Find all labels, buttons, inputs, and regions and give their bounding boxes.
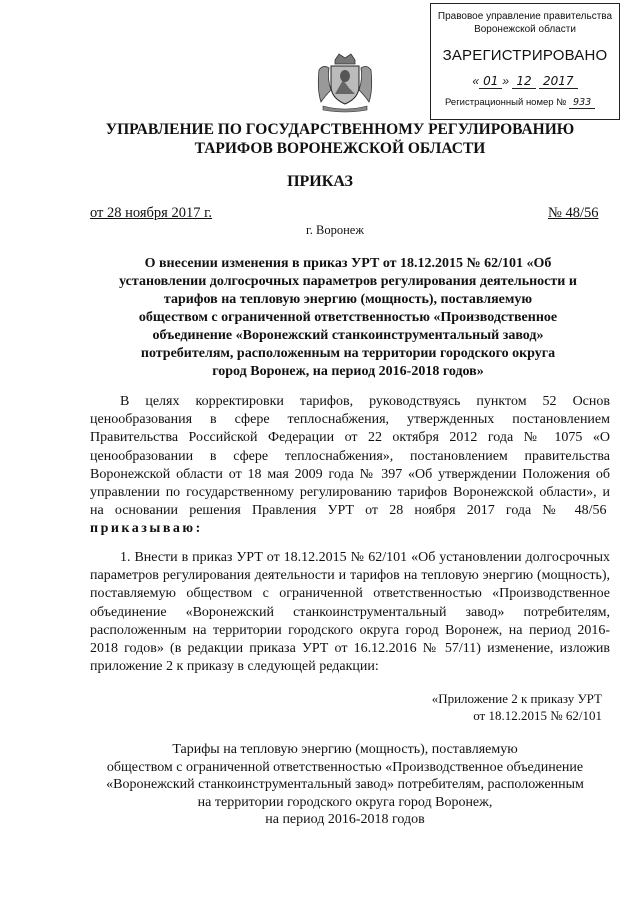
title-line: О внесении изменения в приказ УРТ от 18.12.2015 № 62/101 «Об bbox=[144, 256, 552, 271]
order-date: от 28 ноября 2017 г. bbox=[90, 205, 213, 221]
stamp-date-day: 01 bbox=[479, 74, 502, 89]
stamp-date-month: 12 bbox=[512, 74, 535, 89]
stamp-org-line1: Правовое управление правительства bbox=[437, 11, 613, 22]
document-type: ПРИКАЗ bbox=[287, 173, 353, 190]
title-line: обществом с ограниченной ответственностью «Производственное bbox=[138, 310, 558, 325]
order-word: приказываю: bbox=[90, 521, 203, 537]
item-1-paragraph: 1. Внести в приказ УРТ от 18.12.2015 № 62/101 «Об установлении долгосрочных параметров регулирования деятельности и тарифов на тепловую энергию (мощность), поставляемую обществом с ограниченной ответственностью «Производственное объединение «Воронежский станкоинструментальный завод» потребителям, расположенным на территории городского округа город Воронеж, на период 2016-2018 годов» (в редакции приказа УРТ от 16.12.2016 № 57/11) изменение, изложив приложение 2 к приказу в следующей редакции: bbox=[90, 550, 610, 675]
order-number: № 48/56 bbox=[548, 205, 599, 221]
appendix-line1: «Приложение 2 к приказу УРТ bbox=[431, 691, 602, 706]
title-line: установлении долгосрочных параметров регулирования деятельности и bbox=[119, 274, 577, 289]
issuing-authority bbox=[60, 120, 620, 158]
authority-line1: УПРАВЛЕНИЕ ПО ГОСУДАРСТВЕННОМУ РЕГУЛИРОВАНИЮ bbox=[105, 121, 575, 138]
preamble-text: В целях корректировки тарифов, руководствуясь пунктом 52 Основ ценообразования в сфере теплоснабжения, утвержденных постановлением Правительства Российской Федерации от 22 октября 2012 года № 1075 «О ценообразовании в сфере теплоснабжения», постановлением правительства Воронежской области от 18 мая 2009 года № 397 «Об утверждении Положения об управлении по государственному регулированию тарифов Воронежской области», и на основании решения Правления УРТ от 28 ноября 2017 года № 48/56 bbox=[90, 394, 610, 519]
title-line: тарифов на тепловую энергию (мощность), поставляемую bbox=[163, 292, 533, 307]
stamp-reg-number-value: 933 bbox=[569, 97, 595, 109]
title-line: потребителям, расположенным на территории городского округа bbox=[140, 346, 556, 361]
authority-line2: ТАРИФОВ ВОРОНЕЖСКОЙ ОБЛАСТИ bbox=[194, 140, 486, 157]
title-line: город Воронеж, на период 2016-2018 годов» bbox=[212, 364, 484, 379]
stamp-org-line2: Воронежской области bbox=[474, 24, 576, 35]
table-title-line: «Воронежский станкоинструментальный завод» потребителям, расположенным bbox=[106, 777, 584, 793]
appendix-reference bbox=[380, 690, 602, 724]
table-title-line: обществом с ограниченной ответственностью «Производственное объединение bbox=[106, 759, 584, 775]
preamble-paragraph bbox=[90, 393, 610, 539]
stamp-organization bbox=[431, 10, 619, 36]
order-title bbox=[88, 255, 608, 381]
table-title-line: на период 2016-2018 годов bbox=[265, 812, 425, 828]
stamp-date-year: 2017 bbox=[539, 74, 578, 89]
coat-of-arms-icon bbox=[313, 50, 377, 114]
appendix-line2: от 18.12.2015 № 62/101 bbox=[473, 708, 602, 723]
table-title-line: Тарифы на тепловую энергию (мощность), поставляемую bbox=[172, 742, 518, 757]
tariff-table-title bbox=[80, 741, 610, 829]
title-line: объединение «Воронежский станкоинструментальный завод» bbox=[152, 328, 544, 343]
stamp-date: « 01 » 12 2017 bbox=[431, 74, 619, 88]
stamp-reg-number-label: Регистрационный номер № bbox=[445, 97, 567, 108]
registration-stamp bbox=[430, 3, 620, 120]
table-title-line: на территории городского округа город Воронеж, bbox=[197, 794, 493, 810]
order-city: г. Воронеж bbox=[306, 223, 364, 237]
stamp-reg-number bbox=[431, 97, 619, 108]
stamp-registered: ЗАРЕГИСТРИРОВАНО bbox=[442, 47, 608, 64]
